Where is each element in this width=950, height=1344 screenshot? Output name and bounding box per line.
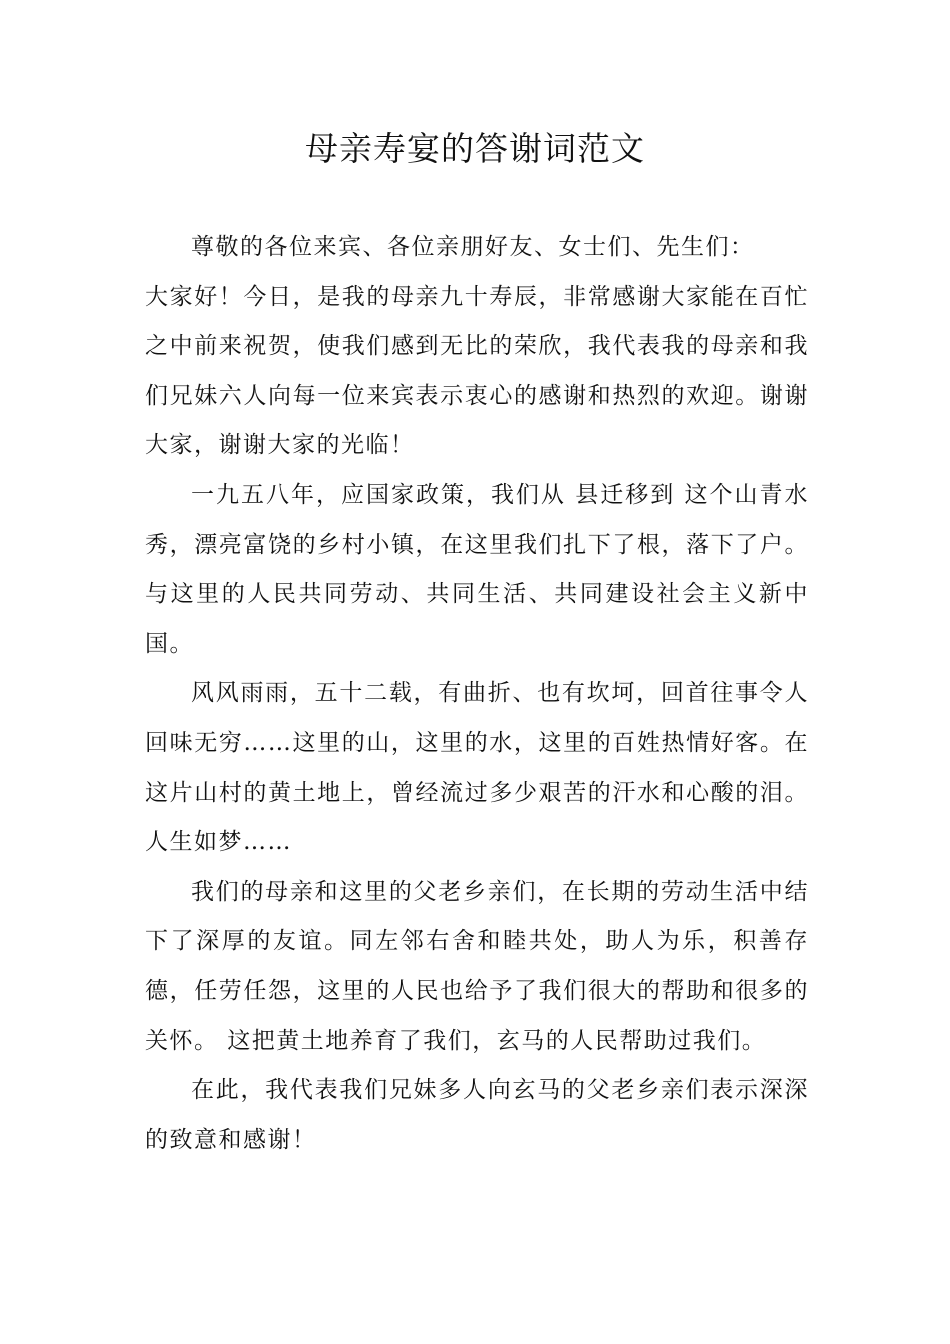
history-paragraph: 一九五八年，应国家政策，我们从 县迁移到 这个山青水秀，漂亮富饶的乡村小镇，在这里我们扎下了根，落下了户。与这里的人民共同劳动、共同生活、共同建设社会主义新中国。 xyxy=(145,481,809,657)
thanks-paragraph: 在此，我代表我们兄妹多人向玄马的父老乡亲们表示深深的致意和感谢！ xyxy=(145,1077,809,1153)
friendship-paragraph: 我们的母亲和这里的父老乡亲们，在长期的劳动生活中结下了深厚的友谊。同左邻右舍和睦共处，助人为乐，积善存德，任劳任怨，这里的人民也给予了我们很大的帮助和很多的关怀。 这把黄土地养育了我们，玄马的人民帮助过我们。 xyxy=(145,878,809,1054)
reflection-paragraph: 风风雨雨，五十二载，有曲折、也有坎坷，回首往事令人回味无穷……这里的山，这里的水，这里的百姓热情好客。在这片山村的黄土地上，曾经流过多少艰苦的汗水和心酸的泪。人生如梦…… xyxy=(145,680,809,856)
salutation-paragraph: 尊敬的各位来宾、各位亲朋好友、女士们、先生们： xyxy=(191,234,755,260)
document-body xyxy=(145,223,809,1165)
greeting-paragraph: 大家好！今日，是我的母亲九十寿辰，非常感谢大家能在百忙之中前来祝贺，使我们感到无比的荣欣，我代表我的母亲和我们兄妹六人向每一位来宾表示衷心的感谢和热烈的欢迎。谢谢大家，谢谢大家的光临！ xyxy=(145,283,809,459)
document-title: 母亲寿宴的答谢词范文 xyxy=(305,129,645,168)
